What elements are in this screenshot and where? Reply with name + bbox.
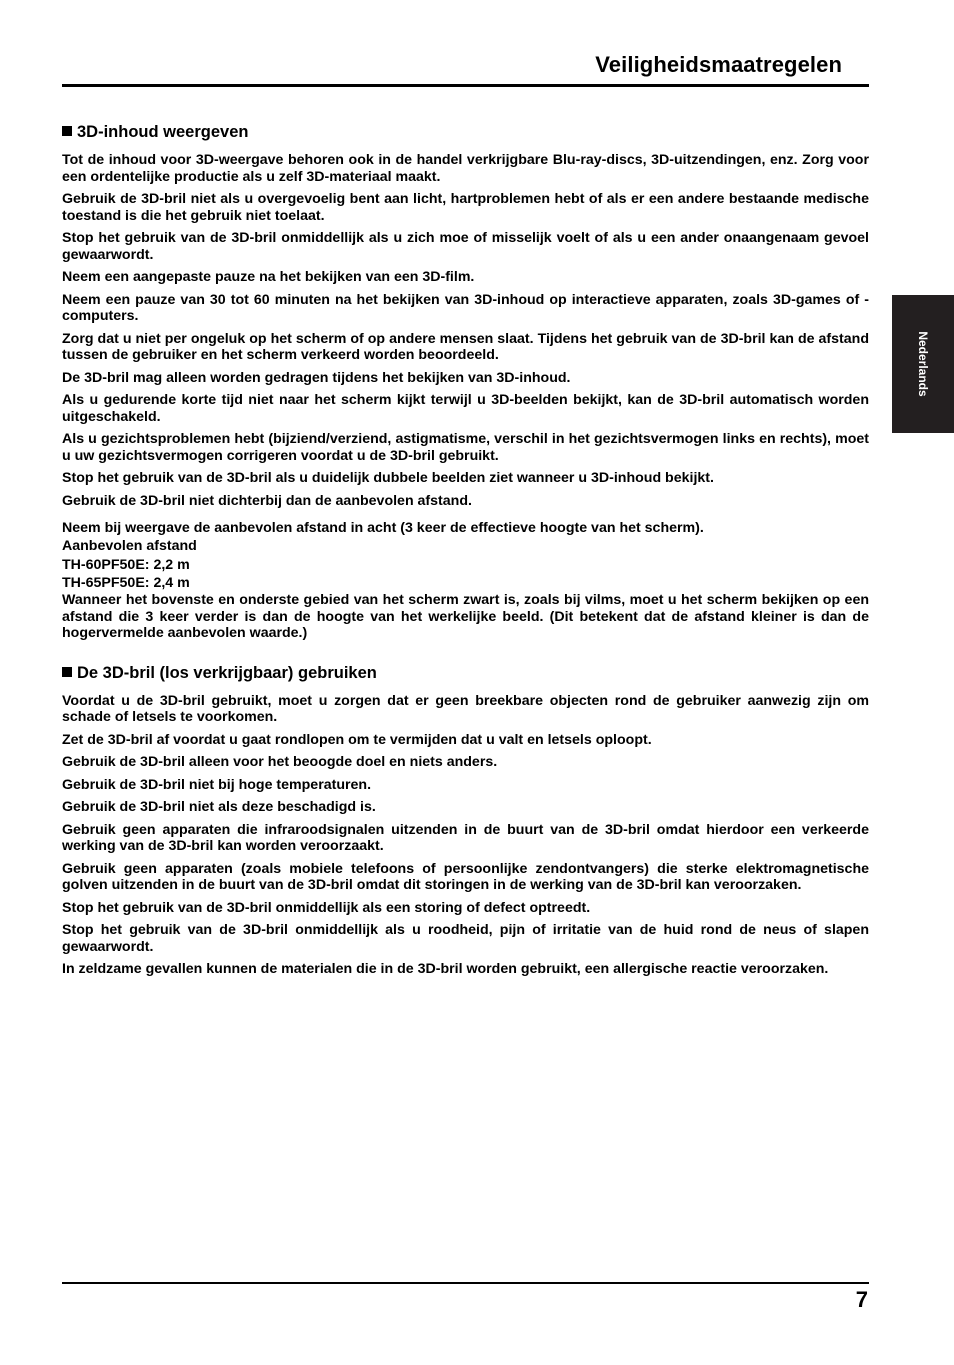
square-bullet-icon bbox=[62, 667, 72, 677]
paragraph: De 3D-bril mag alleen worden gedragen tijdens het bekijken van 3D-inhoud. bbox=[62, 369, 571, 386]
distance-model-60: TH-60PF50E: 2,2 m bbox=[62, 556, 190, 573]
paragraph: Tot de inhoud voor 3D-weergave behoren ook in de handel verkrijgbare Blu-ray-discs, 3D-uitzendingen, enz. Zorg voor een ordentelijke productie als u zelf 3D-materiaal maakt. bbox=[62, 152, 869, 185]
language-tab-label: Nederlands bbox=[916, 331, 930, 397]
paragraph: Gebruik geen apparaten (zoals mobiele telefoons of persoonlijke zendontvangers) die sterke elektromagnetische golven uitzenden in de buurt van de 3D-bril omdat dit storingen in de werking van de 3D-bril kan veroorzaken. bbox=[62, 860, 869, 894]
paragraph: Stop het gebruik van de 3D-bril onmiddellijk als u zich moe of misselijk voelt of als u een ander onaangenaam gevoel gewaarwordt. bbox=[62, 230, 869, 263]
paragraph: Gebruik de 3D-bril niet bij hoge temperaturen. bbox=[62, 776, 372, 793]
page-number: 7 bbox=[855, 1287, 868, 1312]
paragraph: In zeldzame gevallen kunnen de materialen die in de 3D-bril worden gebruikt, een allergische reactie veroorzaken. bbox=[62, 961, 829, 978]
paragraph: Stop het gebruik van de 3D-bril onmiddellijk als een storing of defect optreedt. bbox=[62, 899, 591, 916]
paragraph: Zorg dat u niet per ongeluk op het scherm of op andere mensen slaat. Tijdens het gebruik van de 3D-bril kan de afstand tussen de gebruiker en het scherm verkeerd worden beoordeeld. bbox=[62, 330, 869, 363]
footer-divider bbox=[62, 1282, 869, 1284]
section-heading-text: De 3D-bril (los verkrijgbaar) gebruiken bbox=[77, 663, 377, 682]
paragraph: Neem een aangepaste pauze na het bekijken van een 3D-film. bbox=[62, 269, 475, 285]
language-tab bbox=[892, 295, 954, 433]
paragraph: Gebruik de 3D-bril niet als deze beschadigd is. bbox=[62, 799, 376, 816]
distance-label: Aanbevolen afstand bbox=[62, 538, 197, 555]
paragraph: Gebruik de 3D-bril alleen voor het beoogde doel en niets anders. bbox=[62, 754, 498, 771]
main-content bbox=[62, 122, 869, 984]
section-heading bbox=[62, 122, 869, 142]
section-3d-glasses bbox=[62, 663, 869, 978]
paragraph: Gebruik geen apparaten die infraroodsignalen uitzenden in de buurt van de 3D-bril omdat hierdoor een verkeerde werking van de 3D-bril kan worden veroorzaakt. bbox=[62, 821, 869, 855]
paragraph: Als u gezichtsproblemen hebt (bijziend/verziend, astigmatisme, verschil in het gezichtsvermogen links en rechts), moet u uw gezichtsvermogen corrigeren voordat u de 3D-bril gebruikt. bbox=[62, 431, 869, 464]
paragraph: Zet de 3D-bril af voordat u gaat rondlopen om te vermijden dat u valt en letsels oploopt. bbox=[62, 731, 652, 748]
section-heading-text: 3D-inhoud weergeven bbox=[77, 123, 249, 141]
paragraph: Gebruik de 3D-bril niet als u overgevoelig bent aan licht, hartproblemen hebt of als er een andere bestaande medische toestand is die het gebruik niet toelaat. bbox=[62, 191, 869, 224]
page-title: Veiligheidsmaatregelen bbox=[595, 52, 842, 77]
section-3d-content bbox=[62, 122, 869, 642]
recommended-distance-block bbox=[62, 519, 869, 642]
paragraph: Als u gedurende korte tijd niet naar het scherm kijkt terwijl u 3D-beelden bekijkt, kan de 3D-bril automatisch worden uitgeschakeld. bbox=[62, 392, 869, 425]
paragraph: Neem een pauze van 30 tot 60 minuten na het bekijken van 3D-inhoud op interactieve apparaten, zoals 3D-games of -computers. bbox=[62, 291, 869, 324]
paragraph: Stop het gebruik van de 3D-bril onmiddellijk als u roodheid, pijn of irritatie van de huid rond de neus of slapen gewaarwordt. bbox=[62, 922, 869, 955]
header-divider bbox=[62, 84, 869, 87]
section-heading bbox=[62, 663, 869, 683]
distance-model-65: TH-65PF50E: 2,4 m bbox=[62, 574, 190, 591]
distance-note: Wanneer het bovenste en onderste gebied van het scherm zwart is, zoals bij vilms, moet u het scherm bekijken op een afstand die 3 keer verder is dan de hoogte van het werkelijke beeld. (Dit betekent dat de afstand kleiner is dan de hogervermelde aanbevolen waarde.) bbox=[62, 592, 869, 642]
paragraph: Voordat u de 3D-bril gebruikt, moet u zorgen dat er geen breekbare objecten rond de gebruiker aanwezig zijn om schade of letsels te voorkomen. bbox=[62, 692, 869, 726]
square-bullet-icon bbox=[62, 126, 72, 136]
distance-intro: Neem bij weergave de aanbevolen afstand in acht (3 keer de effectieve hoogte van het scherm). bbox=[62, 520, 704, 536]
paragraph: Stop het gebruik van de 3D-bril als u duidelijk dubbele beelden ziet wanneer u 3D-inhoud bekijkt. bbox=[62, 470, 714, 486]
paragraph: Gebruik de 3D-bril niet dichterbij dan de aanbevolen afstand. bbox=[62, 492, 472, 509]
